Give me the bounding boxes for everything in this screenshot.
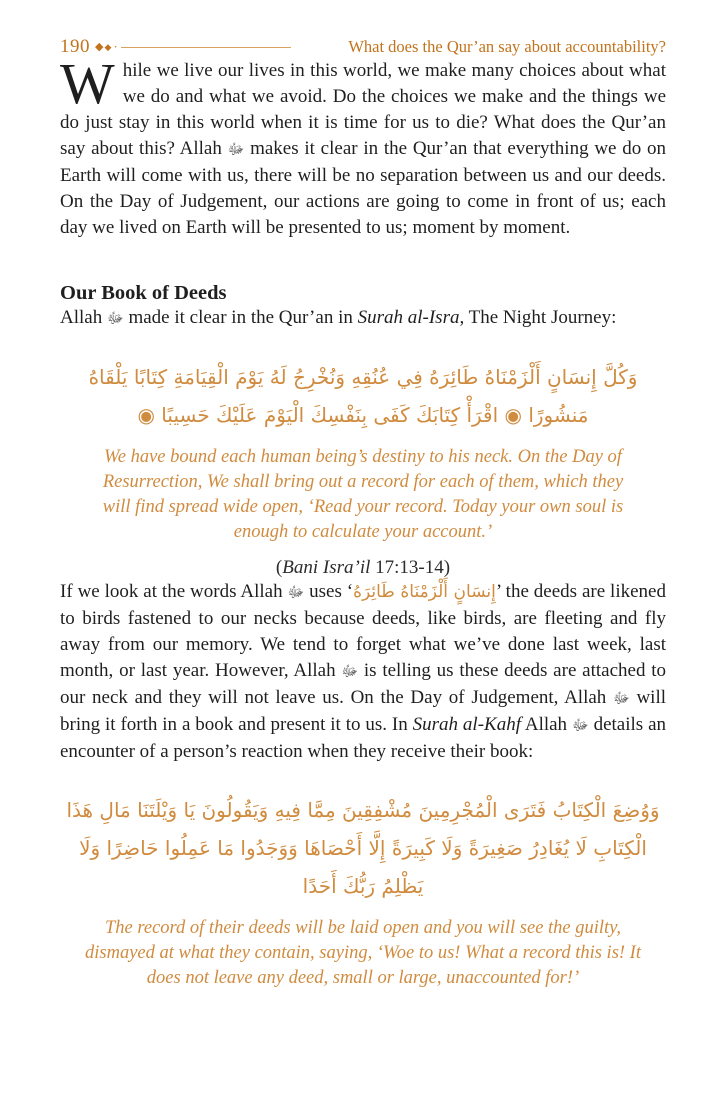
header-ornament xyxy=(60,36,291,58)
verse-translation-1: We have bound each human being’s destiny to his neck. On the Day of Resurrection, We shall bring out a record for each of them, which they will find spread wide open, ‘Read your record. Today your own soul is enough to calculate your account.’ xyxy=(102,447,624,542)
dot-ornament-icon: · xyxy=(113,39,118,54)
chapter-title: What does the Qur’an say about accountability? xyxy=(348,37,666,56)
verse-translation-2: The record of their deeds will be laid open and you will see the guilty, dismayed at what they contain, saying, ‘Woe to us! What a record this is! It does not leave any deed, small or large, unaccounted for!’ xyxy=(85,918,641,988)
section-heading: Our Book of Deeds xyxy=(60,282,227,304)
section-lead: Allah ﷻ made it clear in the Qur’an in Surah al-Isra, The Night Journey: xyxy=(60,307,617,328)
diamond-ornament-icon: ◆ xyxy=(104,41,112,52)
intro-paragraph-text: hile we live our lives in this world, we make many choices about what we do and what we avoid. Do the choices we make and the things we do just stay in this world when it is time for us to die? What does the Qur’an say about this? Allah ﷻ makes it clear in the Qur’an that everything we do on Earth will come with us, there will be no separation between us and our deeds. On the Day of Judgement, our actions are going to come in front of us; each day we lived on Earth will be presented to us; moment by moment. xyxy=(60,60,666,238)
verse-citation: (Bani Isra’il 17:13-14) xyxy=(275,557,451,578)
page-header xyxy=(60,36,666,58)
intro-paragraph xyxy=(60,51,666,241)
page-number: 190 xyxy=(60,36,90,57)
quran-verse-arabic-1: وَكُلَّ إِنسَانٍ أَلْزَمْنَاهُ طَائِرَهُ فِي عُنُقِهِ وَنُخْرِجُ لَهُ يَوْمَ الْقِيَامَةِ كِتَابًا يَلْقَاهُ مَنشُورًا ◉ اقْرَأْ كِتَابَكَ كَفَى بِنَفْسِكَ الْيَوْمَ عَلَيْكَ حَسِيبًا ◉ xyxy=(88,365,638,427)
drop-cap: W xyxy=(60,51,115,116)
commentary-paragraph: If we look at the words Allah ﷻ uses ‘إِنسَانٍ أَلْزَمْنَاهُ طَائِرَهُ’ the deeds are likened to birds fastened to our necks because deeds, like birds, are fleeting and fly away from our memory. We tend to forget what we’ve done last week, last month, or last year. However, Allah ﷻ is telling us these deeds are attached to our neck and they will not leave us. On the Day of Judgement, Allah ﷻ will bring it forth in a book and present it to us. In Surah al-Kahf Allah ﷻ details an encounter of a person’s reaction when they receive their book: xyxy=(60,581,667,762)
header-rule xyxy=(121,47,291,48)
diamond-ornament-icon: ◆ xyxy=(95,40,104,53)
quran-verse-arabic-2: وَوُضِعَ الْكِتَابُ فَتَرَى الْمُجْرِمِينَ مُشْفِقِينَ مِمَّا فِيهِ وَيَقُولُونَ يَا وَيْلَتَنَا مَالِ هَذَا الْكِتَابِ لَا يُغَادِرُ صَغِيرَةً وَلَا كَبِيرَةً إِلَّا أَحْصَاهَا وَوَجَدُوا مَا عَمِلُوا حَاضِرًا وَلَا يَظْلِمُ رَبُّكَ أَحَدًا xyxy=(66,798,660,898)
